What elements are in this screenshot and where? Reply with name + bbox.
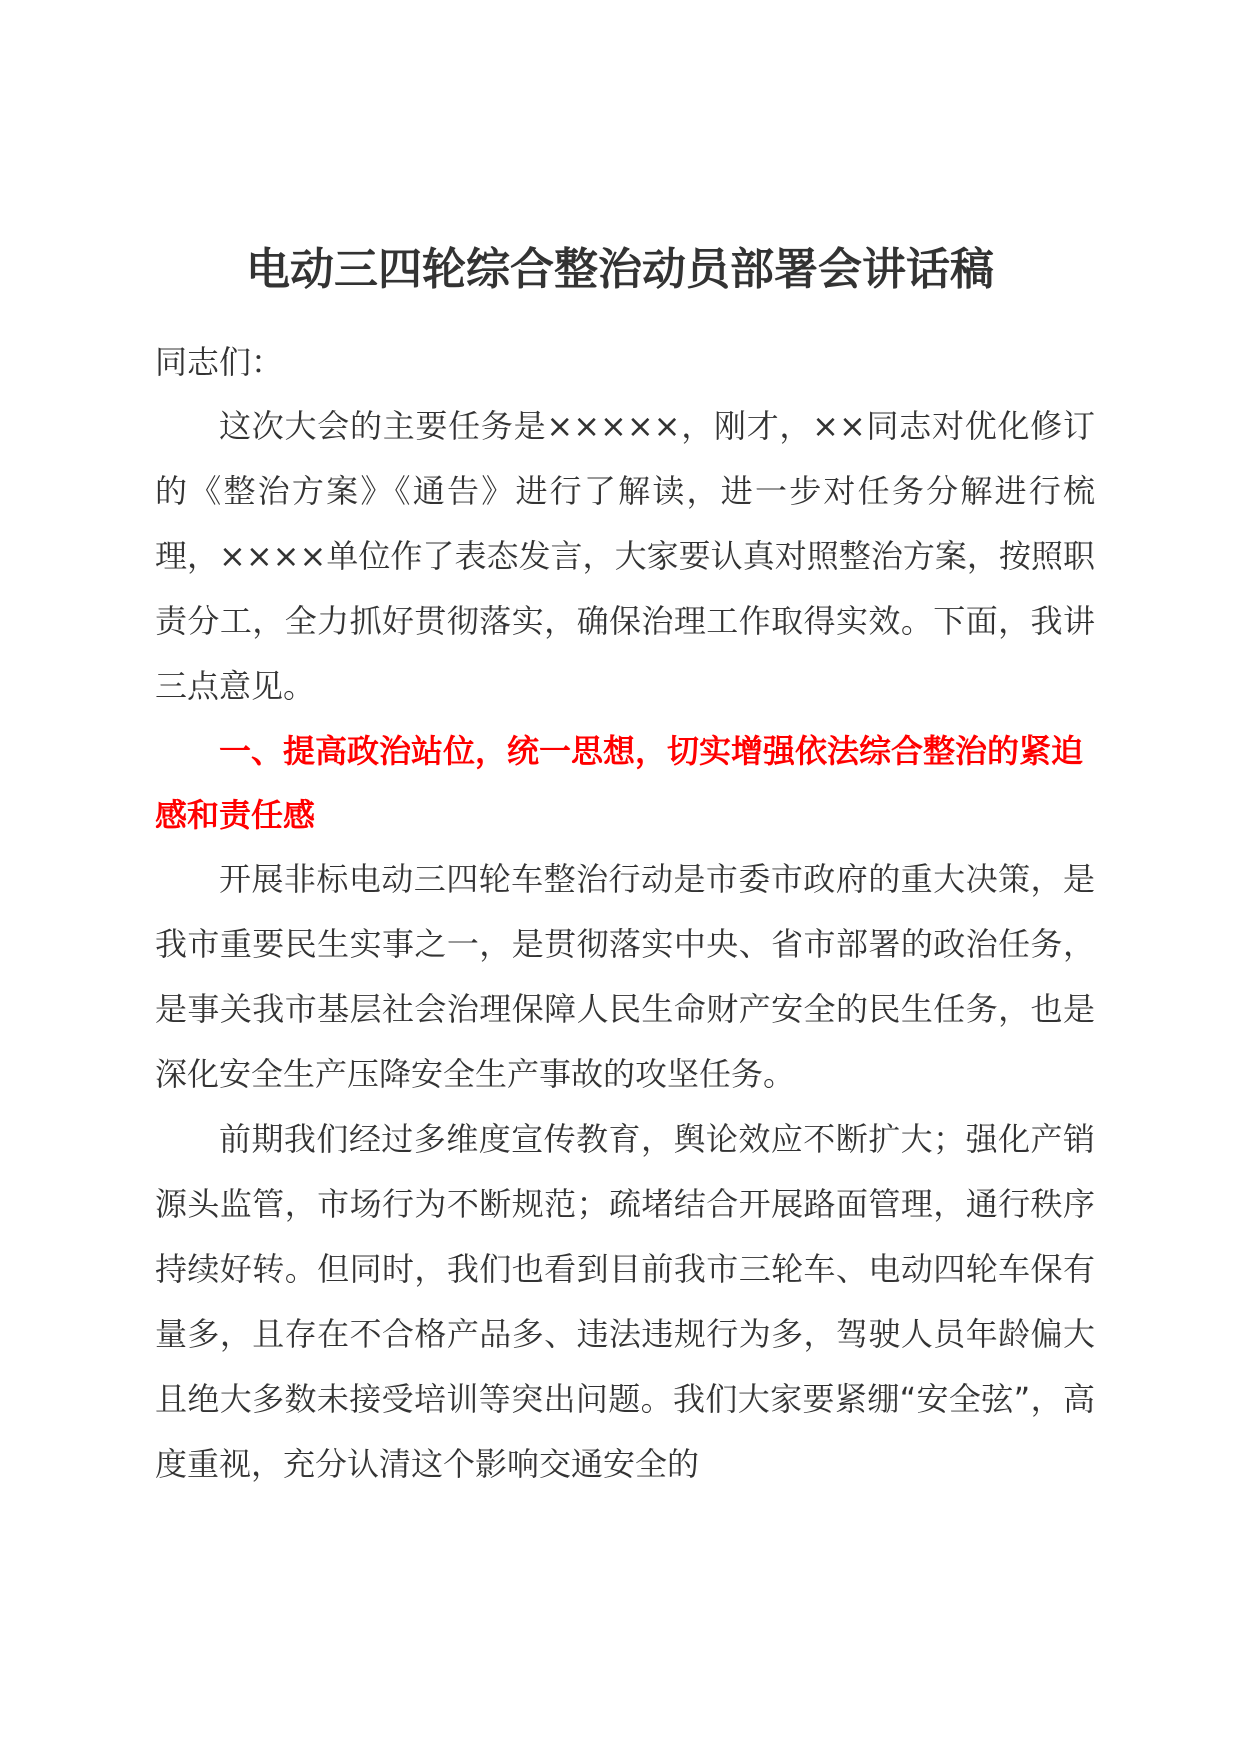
greeting: 同志们： [155,343,284,381]
section1-paragraph-2: 前期我们经过多维度宣传教育，舆论效应不断扩大；强化产销源头监管，市场行为不断规范；疏堵结合开展路面管理，通行秩序持续好转。但同时，我们也看到目前我市三轮车、电动四轮车保有量多，且存在不合格产品多、违法违规行为多，驾驶人员年龄偏大且绝大多数未接受培训等突出问题。我们大家要紧绷“安全弦”，高度重视，充分认清这个影响交通安全的 [155,1120,1095,1483]
document-body [155,330,1095,1497]
document-title: 电动三四轮综合整治动员部署会讲话稿 [246,244,994,295]
intro-paragraph: 这次大会的主要任务是×××××，刚才，××同志对优化修订的《整治方案》《通告》进行了解读，进一步对任务分解进行梳理，××××单位作了表态发言，大家要认真对照整治方案，按照职责分工，全力抓好贯彻落实，确保治理工作取得实效。下面，我讲三点意见。 [155,407,1095,705]
section-heading-1: 一、提高政治站位，统一思想，切实增强依法综合整治的紧迫感和责任感 [155,732,1084,834]
section1-paragraph-1: 开展非标电动三四轮车整治行动是市委市政府的重大决策，是我市重要民生实事之一，是贯彻落实中央、省市部署的政治任务，是事关我市基层社会治理保障人民生命财产安全的民生任务，也是深化安全生产压降安全生产事故的攻坚任务。 [155,860,1095,1093]
